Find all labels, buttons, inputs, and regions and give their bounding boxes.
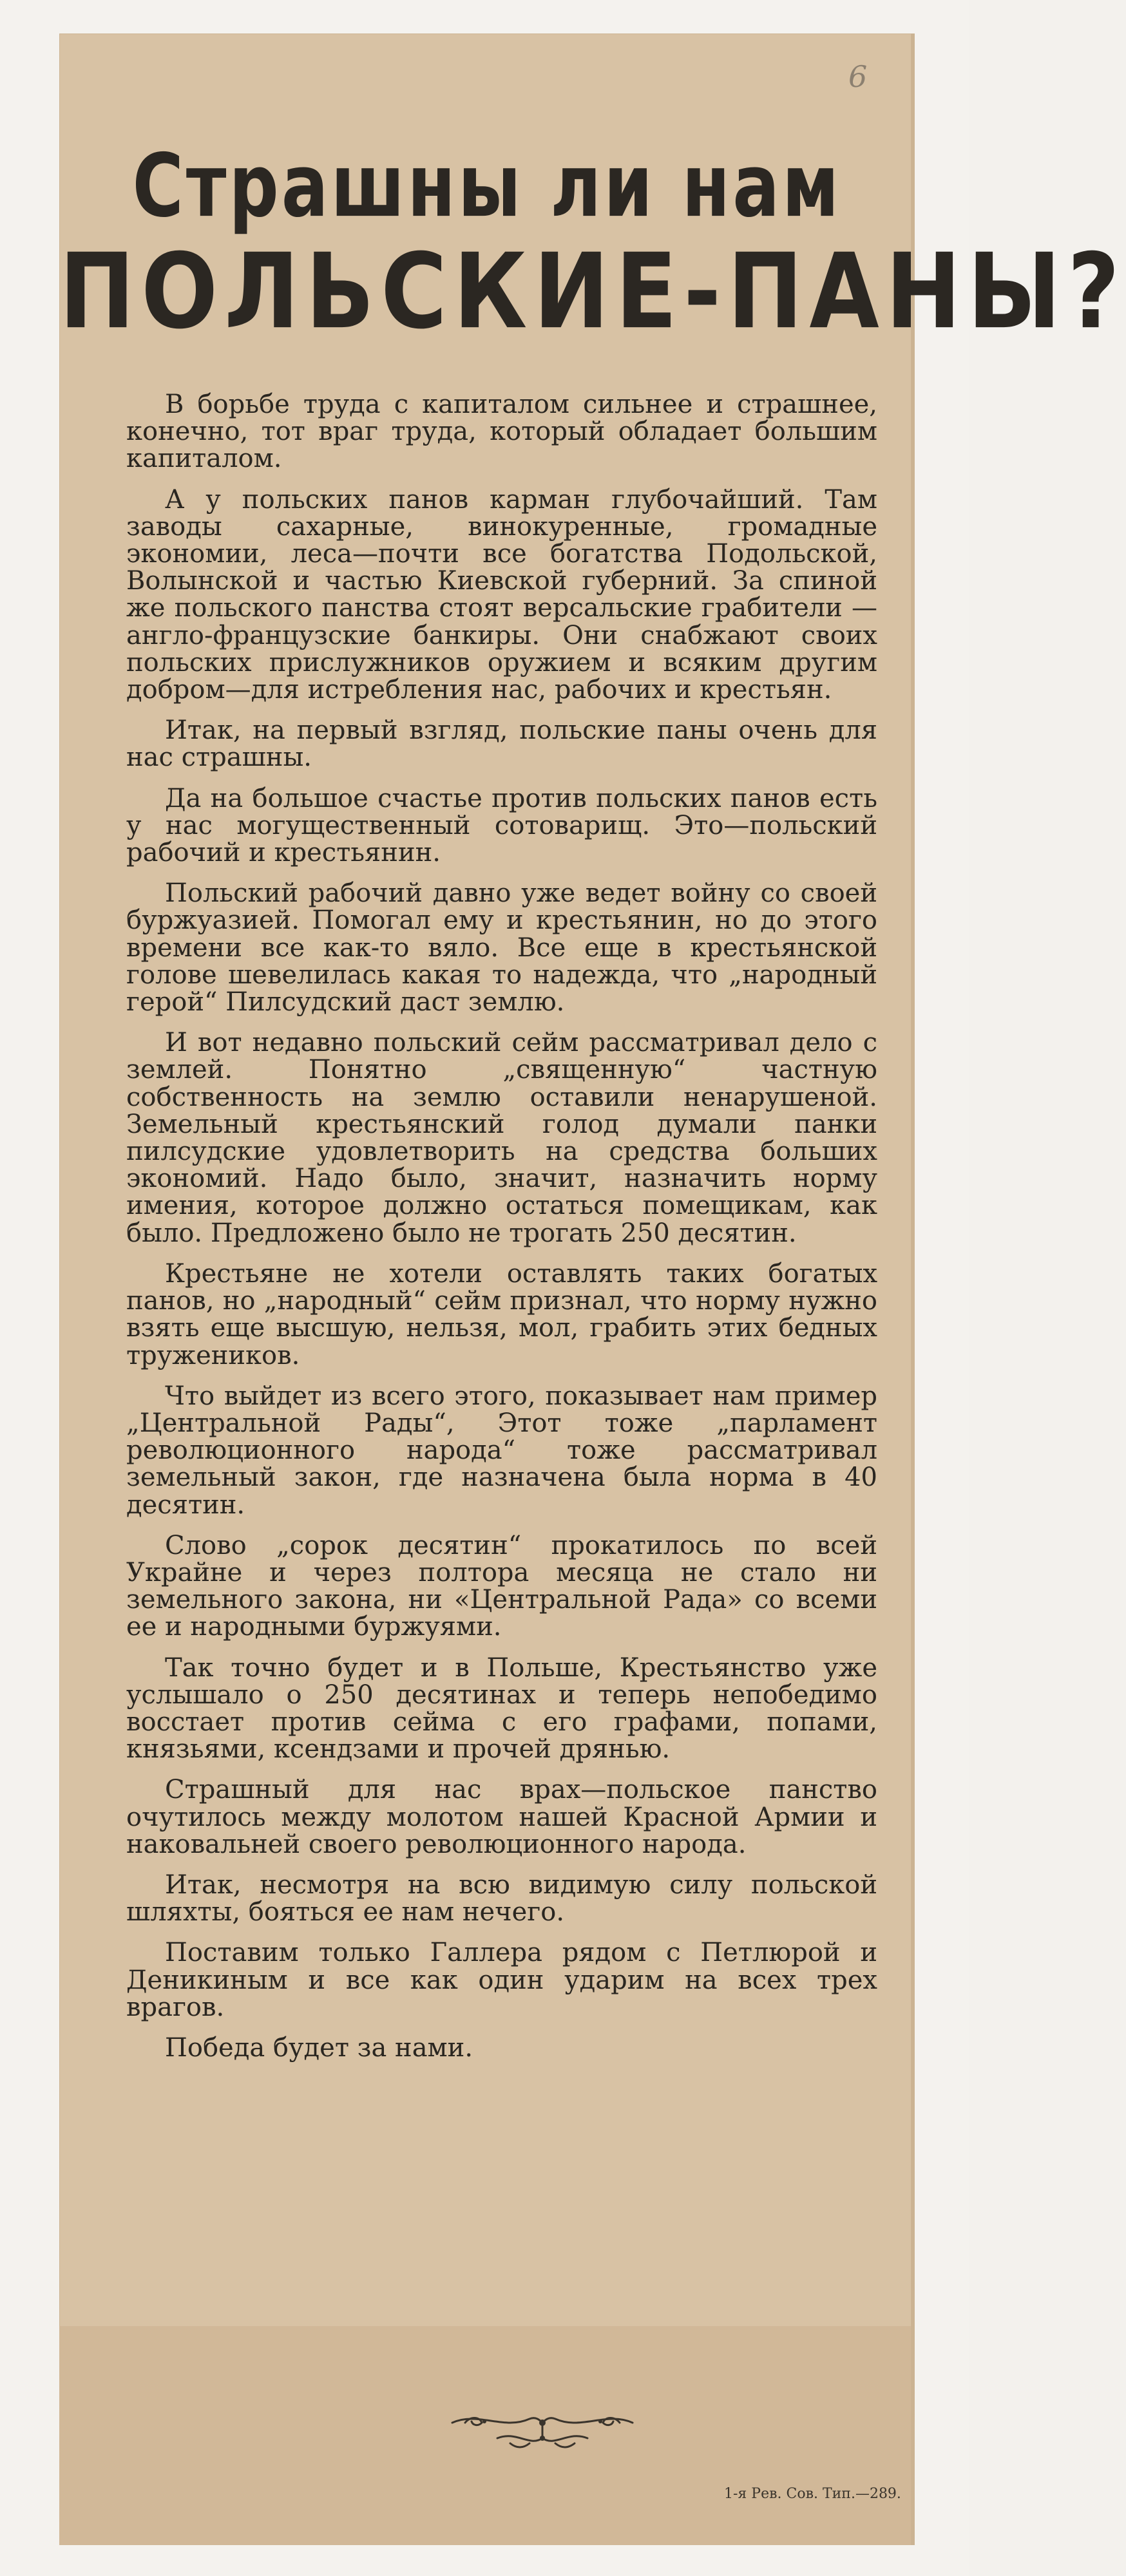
printer-imprint: 1-я Рев. Сов. Тип.—289. [724, 2486, 901, 2502]
handwritten-page-number: 6 [848, 59, 868, 94]
paragraph: И вот недавно польский сейм рассматривал дело с землей. Понятно „священную“ частную собственность на землю оставили ненарушеной. Земельный крестьянский голод думали панки пилсудские удовлетворить на средства больших экономий. Надо было, значит, назначить норму имения, которое должно остаться помещикам, как было. Предложено было не трогать 250 десятин. [126, 1028, 877, 1248]
paragraph: Победа будет за нами. [165, 2032, 473, 2063]
paragraph: Польский рабочий давно уже ведет войну со своей буржуазией. Помогал ему и крестьянин, но до этого времени все как-то вяло. Все еще в крестьянской голове шевелилась какая то надежда, что „народный герой“ Пилсудский даст землю. [126, 878, 877, 1018]
paragraph: В борьбе труда с капиталом сильнее и страшнее, конечно, тот враг труда, который обладает большим капиталом. [126, 390, 877, 474]
paragraph: Да на большое счастье против польских панов есть у нас могущественный сотоварищ. Это—польский рабочий и крестьянин. [126, 783, 877, 868]
paragraph: Крестьяне не хотели оставлять таких богатых панов, но „народный“ сейм признал, что норму нужно взять еще высшую, нельзя, мол, грабить этих бедных тружеников. [126, 1258, 877, 1370]
leaflet-sheet [59, 33, 1126, 2545]
paragraph: Что выйдет из всего этого, показывает нам пример „Центральной Рады“, Этот тоже „парламент революционного народа“ тоже рассматривал земельный закон, где назначена была норма в 40 десятин. [126, 1381, 877, 1520]
decorative-ornament-icon [446, 2405, 639, 2455]
paragraph: Итак, несмотря на всю видимую силу польской шляхты, бояться ее нам нечего. [126, 1870, 877, 1927]
paragraph: Так точно будет и в Польше, Крестьянство уже услышало о 250 десятинах и теперь непобедимо восстает против сейма с его графами, попами, князьями, ксендзами и прочей дрянью. [126, 1653, 877, 1765]
article-body [126, 391, 877, 2075]
headline-line-2: ПОЛЬСКИЕ-ПАНЫ? [59, 231, 1126, 353]
sheet-edge [911, 33, 915, 2545]
paragraph: Страшный для нас врах—польское панство очутилось между молотом нашей Красной Армии и наковальней своего революционного народа. [126, 1775, 877, 1859]
headline-line-1: Страшны ли нам [132, 136, 842, 237]
paragraph: Поставим только Галлера рядом с Петлюрой и Деникиным и все как один ударим на всех трех врагов. [126, 1938, 877, 2022]
paragraph: Итак, на первый взгляд, польские паны очень для нас страшны. [126, 715, 877, 773]
paragraph: Слово „сорок десятин“ прокатилось по всей Украйне и через полтора месяца не стало ни земельного закона, ни «Центральной Рада» со всеми ее и народными буржуями. [126, 1530, 877, 1642]
paragraph: А у польских панов карман глубочайший. Там заводы сахарные, винокуренные, громадные экономии, леса—почти все богатства Подольской, Волынской и частью Киевской губерний. За спиной же польского панства стоят версальские грабители — англо-французские банкиры. Они снабжают своих польских прислужников оружием и всяким другим добром—для истребления нас, рабочих и крестьян. [126, 484, 877, 705]
